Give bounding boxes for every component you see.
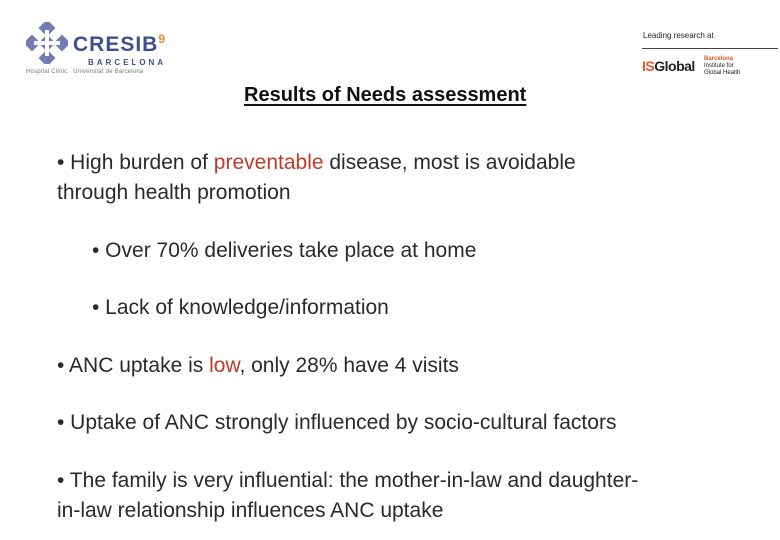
header-divider bbox=[642, 48, 778, 49]
highlight-preventable: preventable bbox=[213, 151, 324, 174]
slide-title: Results of Needs assessment bbox=[244, 84, 527, 106]
isglobal-wordmark: ISGlobal bbox=[642, 58, 695, 74]
cresib-logo bbox=[24, 20, 194, 80]
cresib-cross-icon bbox=[26, 22, 68, 64]
cresib-city: BARCELONA bbox=[88, 58, 167, 67]
cresib-name: CRESIB$^9$ bbox=[73, 32, 166, 56]
bullet-socio-cultural: • Uptake of ANC strongly influenced by socio-cultural factors bbox=[57, 411, 617, 434]
leading-research-label: Leading research at bbox=[643, 31, 714, 40]
isglobal-logo bbox=[642, 56, 778, 80]
isglobal-subtitle: Barcelona Institute for Global Health bbox=[704, 56, 741, 76]
cresib-affiliation: Hospital Clínic · Universitat de Barcelona bbox=[26, 69, 144, 75]
bullet-lack-knowledge: • Lack of knowledge/information bbox=[92, 296, 389, 319]
bullet-home-deliveries: • Over 70% deliveries take place at home bbox=[92, 239, 477, 262]
bullet-high-burden: • High burden of preventable disease, most is avoidable through health promotion bbox=[57, 151, 576, 204]
cresib-superscript: 9 bbox=[158, 32, 166, 46]
bullet-family-influence: • The family is very influential: the mother-in-law and daughter- in-law relationship influences ANC uptake bbox=[57, 469, 639, 522]
highlight-low: low bbox=[209, 354, 240, 377]
bullet-anc-uptake: • ANC uptake is low, only 28% have 4 visits bbox=[57, 354, 459, 377]
